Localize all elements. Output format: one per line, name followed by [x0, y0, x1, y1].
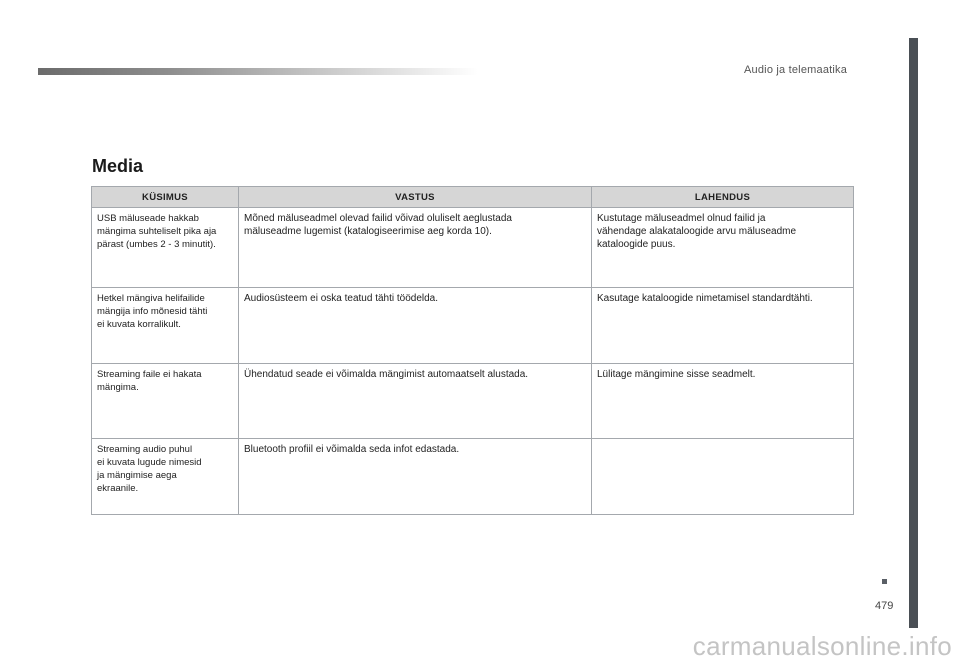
table-header-row: [92, 187, 854, 208]
page-title: Media: [92, 156, 144, 176]
question-cell: Streaming audio puhul ei kuvata lugude nimesid ja mängimise aega ekraanile.: [92, 439, 239, 515]
answer-cell: Audiosüsteem ei oska teatud tähti töödelda.: [239, 288, 592, 364]
table-row: [92, 364, 854, 439]
question-cell: Streaming faile ei hakata mängima.: [92, 364, 239, 439]
question-cell: Hetkel mängiva helifailide mängija info mõnesid tähti ei kuvata korralikult.: [92, 288, 239, 364]
solution-cell: Lülitage mängimine sisse seadmelt.: [592, 364, 854, 439]
page-number: 479: [875, 600, 894, 612]
header-gradient-bar: [38, 68, 478, 75]
table-row: [92, 439, 854, 515]
answer-cell: Mõned mäluseadmel olevad failid võivad oluliselt aeglustada mäluseadme lugemist (katalogiseerimise aeg korda 10).: [239, 208, 592, 288]
table-row: [92, 208, 854, 288]
solution-cell: [592, 439, 854, 515]
watermark-text: carmanualsonline.info: [692, 631, 952, 661]
solution-cell: Kasutage kataloogide nimetamisel standardtähti.: [592, 288, 854, 364]
column-header-answer: VASTUS: [239, 187, 592, 208]
section-name: Audio ja telemaatika: [744, 64, 848, 76]
page-marker: [882, 579, 887, 584]
side-tab-strip: [909, 38, 918, 628]
troubleshooting-table: [91, 186, 854, 515]
column-header-question: KÜSIMUS: [92, 187, 239, 208]
table-row: [92, 288, 854, 364]
answer-cell: Bluetooth profiil ei võimalda seda infot edastada.: [239, 439, 592, 515]
solution-cell: Kustutage mäluseadmel olnud failid ja vähendage alakataloogide arvu mäluseadme kataloogide puus.: [592, 208, 854, 288]
answer-cell: Ühendatud seade ei võimalda mängimist automaatselt alustada.: [239, 364, 592, 439]
column-header-solution: LAHENDUS: [592, 187, 854, 208]
question-cell: USB mäluseade hakkab mängima suhteliselt pika aja pärast (umbes 2 - 3 minutit).: [92, 208, 239, 288]
